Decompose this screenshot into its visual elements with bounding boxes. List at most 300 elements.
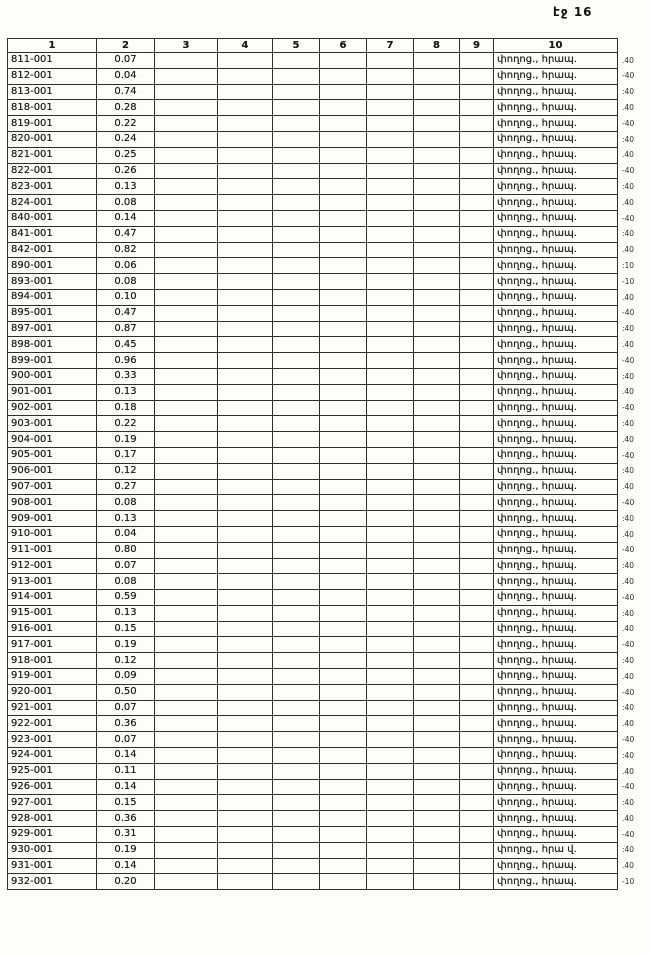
- row-code: 901-001: [8, 384, 97, 400]
- row-code: 821-001: [8, 147, 97, 163]
- empty-cell: [218, 842, 273, 858]
- empty-cell: [414, 574, 460, 590]
- table-row: [8, 542, 644, 558]
- table-row: [8, 147, 644, 163]
- empty-cell: [273, 748, 320, 764]
- margin-mark: .40: [622, 292, 634, 302]
- table-row: [8, 621, 644, 637]
- empty-cell: [273, 147, 320, 163]
- row-value: 0.45: [97, 337, 155, 353]
- empty-cell: [273, 195, 320, 211]
- empty-cell: [320, 258, 367, 274]
- empty-cell: [460, 637, 494, 653]
- column-header: 6: [320, 39, 367, 53]
- empty-cell: [320, 605, 367, 621]
- empty-cell: [218, 131, 273, 147]
- table-row: [8, 479, 644, 495]
- empty-cell: [414, 827, 460, 843]
- row-value: 0.13: [97, 384, 155, 400]
- row-note: փողոց., հրապ.: [494, 669, 618, 685]
- row-note: փողոց., հրապ.: [494, 147, 618, 163]
- empty-cell: [367, 811, 414, 827]
- empty-cell: [320, 179, 367, 195]
- empty-cell: [460, 574, 494, 590]
- column-header: 1: [8, 39, 97, 53]
- empty-cell: [414, 526, 460, 542]
- column-header: 5: [273, 39, 320, 53]
- empty-cell: [218, 258, 273, 274]
- row-code: 923-001: [8, 732, 97, 748]
- row-code: 899-001: [8, 353, 97, 369]
- empty-cell: [218, 226, 273, 242]
- empty-cell: [218, 542, 273, 558]
- empty-cell: [320, 195, 367, 211]
- empty-cell: [414, 748, 460, 764]
- empty-cell: [460, 732, 494, 748]
- row-value: 0.13: [97, 605, 155, 621]
- empty-cell: [273, 463, 320, 479]
- empty-cell: [155, 274, 218, 290]
- empty-cell: [155, 163, 218, 179]
- margin-mark: .40: [622, 671, 634, 681]
- empty-cell: [460, 858, 494, 874]
- empty-cell: [460, 558, 494, 574]
- empty-cell: [460, 842, 494, 858]
- column-header: 9: [460, 39, 494, 53]
- empty-cell: [460, 274, 494, 290]
- margin-mark: -40: [622, 687, 635, 697]
- empty-cell: [320, 242, 367, 258]
- empty-cell: [320, 858, 367, 874]
- row-code: 931-001: [8, 858, 97, 874]
- empty-cell: [218, 684, 273, 700]
- row-value: 0.09: [97, 669, 155, 685]
- margin-mark: -10: [622, 276, 635, 286]
- empty-cell: [367, 605, 414, 621]
- empty-cell: [273, 653, 320, 669]
- margin-mark: .40: [622, 719, 634, 729]
- empty-cell: [155, 226, 218, 242]
- row-code: 907-001: [8, 479, 97, 495]
- empty-cell: [320, 147, 367, 163]
- empty-cell: [460, 827, 494, 843]
- table-row: [8, 669, 644, 685]
- empty-cell: [414, 400, 460, 416]
- empty-cell: [218, 827, 273, 843]
- empty-cell: [155, 795, 218, 811]
- empty-cell: [273, 305, 320, 321]
- table-row: [8, 463, 644, 479]
- table-row: [8, 226, 644, 242]
- empty-cell: [155, 526, 218, 542]
- empty-cell: [273, 779, 320, 795]
- empty-cell: [273, 526, 320, 542]
- empty-cell: [218, 84, 273, 100]
- row-code: 895-001: [8, 305, 97, 321]
- row-value: 0.04: [97, 526, 155, 542]
- table-row: [8, 779, 644, 795]
- empty-cell: [414, 621, 460, 637]
- empty-cell: [460, 716, 494, 732]
- row-value: 0.25: [97, 147, 155, 163]
- empty-cell: [273, 432, 320, 448]
- empty-cell: [460, 479, 494, 495]
- empty-cell: [367, 621, 414, 637]
- empty-cell: [414, 542, 460, 558]
- empty-cell: [155, 827, 218, 843]
- empty-cell: [460, 542, 494, 558]
- empty-cell: [414, 558, 460, 574]
- empty-cell: [320, 511, 367, 527]
- margin-mark: .40: [622, 766, 634, 776]
- row-code: 910-001: [8, 526, 97, 542]
- empty-cell: [273, 163, 320, 179]
- empty-cell: [155, 289, 218, 305]
- table-row: [8, 179, 644, 195]
- row-code: 922-001: [8, 716, 97, 732]
- empty-cell: [218, 384, 273, 400]
- empty-cell: [460, 116, 494, 132]
- empty-cell: [273, 416, 320, 432]
- row-code: 904-001: [8, 432, 97, 448]
- row-code: 893-001: [8, 274, 97, 290]
- empty-cell: [320, 827, 367, 843]
- empty-cell: [155, 558, 218, 574]
- row-note: փողոց., հրապ.: [494, 590, 618, 606]
- row-value: 0.08: [97, 195, 155, 211]
- empty-cell: [273, 226, 320, 242]
- empty-cell: [460, 258, 494, 274]
- row-code: 812-001: [8, 68, 97, 84]
- empty-cell: [320, 337, 367, 353]
- empty-cell: [367, 447, 414, 463]
- empty-cell: [273, 84, 320, 100]
- empty-cell: [367, 274, 414, 290]
- page-number: էջ 16: [553, 5, 593, 19]
- row-value: 0.15: [97, 795, 155, 811]
- row-note: փողոց., հրա վ.: [494, 842, 618, 858]
- empty-cell: [414, 226, 460, 242]
- table-row: [8, 653, 644, 669]
- empty-cell: [414, 84, 460, 100]
- margin-mark: -40: [622, 213, 635, 223]
- table-row: [8, 526, 644, 542]
- row-note: փողոց., հրապ.: [494, 68, 618, 84]
- table-row: [8, 511, 644, 527]
- empty-cell: [320, 763, 367, 779]
- row-note: փողոց., հրապ.: [494, 874, 618, 890]
- empty-cell: [367, 700, 414, 716]
- row-value: 0.10: [97, 289, 155, 305]
- margin-mark: :40: [622, 845, 635, 855]
- margin-mark: :40: [622, 513, 635, 523]
- empty-cell: [414, 337, 460, 353]
- empty-cell: [460, 131, 494, 147]
- empty-cell: [460, 447, 494, 463]
- empty-cell: [367, 542, 414, 558]
- margin-mark: -10: [622, 877, 635, 887]
- margin-mark: .40: [622, 103, 634, 113]
- row-code: 921-001: [8, 700, 97, 716]
- margin-mark: -40: [622, 497, 635, 507]
- empty-cell: [273, 100, 320, 116]
- empty-cell: [414, 716, 460, 732]
- row-code: 917-001: [8, 637, 97, 653]
- empty-cell: [460, 795, 494, 811]
- empty-cell: [320, 684, 367, 700]
- row-code: 911-001: [8, 542, 97, 558]
- row-value: 0.07: [97, 53, 155, 69]
- empty-cell: [320, 68, 367, 84]
- margin-mark: :10: [622, 261, 635, 270]
- empty-cell: [460, 353, 494, 369]
- empty-cell: [155, 858, 218, 874]
- empty-cell: [218, 447, 273, 463]
- empty-cell: [414, 368, 460, 384]
- empty-cell: [367, 68, 414, 84]
- row-value: 0.14: [97, 748, 155, 764]
- empty-cell: [273, 400, 320, 416]
- empty-cell: [155, 384, 218, 400]
- table-row: [8, 748, 644, 764]
- empty-cell: [273, 495, 320, 511]
- row-note: փողոց., հրապ.: [494, 84, 618, 100]
- row-value: 0.28: [97, 100, 155, 116]
- row-value: 0.07: [97, 558, 155, 574]
- empty-cell: [460, 384, 494, 400]
- row-code: 818-001: [8, 100, 97, 116]
- empty-cell: [320, 226, 367, 242]
- empty-cell: [273, 353, 320, 369]
- row-code: 908-001: [8, 495, 97, 511]
- empty-cell: [367, 53, 414, 69]
- empty-cell: [155, 732, 218, 748]
- empty-cell: [320, 116, 367, 132]
- empty-cell: [460, 163, 494, 179]
- margin-mark: :40: [622, 466, 635, 476]
- empty-cell: [460, 526, 494, 542]
- row-code: 912-001: [8, 558, 97, 574]
- empty-cell: [367, 84, 414, 100]
- empty-cell: [414, 732, 460, 748]
- row-value: 0.14: [97, 210, 155, 226]
- table-row: [8, 811, 644, 827]
- empty-cell: [367, 353, 414, 369]
- table-row: [8, 116, 644, 132]
- margin-mark: :40: [622, 655, 635, 665]
- empty-cell: [414, 811, 460, 827]
- row-note: փողոց., հրապ.: [494, 179, 618, 195]
- empty-cell: [320, 353, 367, 369]
- row-value: 0.06: [97, 258, 155, 274]
- empty-cell: [273, 558, 320, 574]
- empty-cell: [414, 353, 460, 369]
- empty-cell: [460, 305, 494, 321]
- empty-cell: [218, 526, 273, 542]
- empty-cell: [320, 84, 367, 100]
- empty-cell: [320, 748, 367, 764]
- row-value: 0.14: [97, 858, 155, 874]
- row-code: 823-001: [8, 179, 97, 195]
- row-note: փողոց., հրապ.: [494, 242, 618, 258]
- empty-cell: [367, 495, 414, 511]
- empty-cell: [460, 242, 494, 258]
- empty-cell: [155, 321, 218, 337]
- table-row: [8, 637, 644, 653]
- empty-cell: [273, 716, 320, 732]
- empty-cell: [414, 100, 460, 116]
- row-note: փողոց., հրապ.: [494, 574, 618, 590]
- row-value: 0.36: [97, 716, 155, 732]
- empty-cell: [155, 100, 218, 116]
- empty-cell: [273, 384, 320, 400]
- empty-cell: [414, 131, 460, 147]
- row-note: փողոց., հրապ.: [494, 700, 618, 716]
- empty-cell: [320, 432, 367, 448]
- empty-cell: [320, 732, 367, 748]
- empty-cell: [320, 700, 367, 716]
- empty-cell: [320, 416, 367, 432]
- empty-cell: [414, 274, 460, 290]
- row-value: 0.22: [97, 116, 155, 132]
- empty-cell: [320, 779, 367, 795]
- empty-cell: [367, 289, 414, 305]
- row-code: 913-001: [8, 574, 97, 590]
- empty-cell: [155, 495, 218, 511]
- row-code: 932-001: [8, 874, 97, 890]
- empty-cell: [155, 511, 218, 527]
- table-row: [8, 590, 644, 606]
- row-code: 898-001: [8, 337, 97, 353]
- empty-cell: [155, 842, 218, 858]
- row-value: 0.59: [97, 590, 155, 606]
- row-value: 0.13: [97, 511, 155, 527]
- empty-cell: [460, 779, 494, 795]
- empty-cell: [414, 163, 460, 179]
- empty-cell: [218, 479, 273, 495]
- column-header: 10: [494, 39, 618, 53]
- empty-cell: [367, 163, 414, 179]
- row-note: փողոց., հրապ.: [494, 226, 618, 242]
- row-value: 0.19: [97, 842, 155, 858]
- empty-cell: [155, 242, 218, 258]
- empty-cell: [414, 605, 460, 621]
- empty-cell: [320, 621, 367, 637]
- empty-cell: [218, 163, 273, 179]
- empty-cell: [218, 274, 273, 290]
- empty-cell: [155, 779, 218, 795]
- empty-cell: [218, 732, 273, 748]
- row-value: 0.47: [97, 305, 155, 321]
- row-value: 0.20: [97, 874, 155, 890]
- margin-mark: :40: [622, 561, 635, 571]
- empty-cell: [320, 716, 367, 732]
- empty-cell: [367, 116, 414, 132]
- empty-cell: [460, 100, 494, 116]
- table-row: [8, 274, 644, 290]
- empty-cell: [414, 195, 460, 211]
- empty-cell: [320, 653, 367, 669]
- empty-cell: [367, 748, 414, 764]
- row-code: 822-001: [8, 163, 97, 179]
- row-value: 0.87: [97, 321, 155, 337]
- empty-cell: [367, 147, 414, 163]
- empty-cell: [273, 53, 320, 69]
- table-row: [8, 195, 644, 211]
- empty-cell: [414, 495, 460, 511]
- table-body: [8, 53, 644, 890]
- empty-cell: [414, 590, 460, 606]
- empty-cell: [367, 305, 414, 321]
- empty-cell: [367, 795, 414, 811]
- empty-cell: [414, 874, 460, 890]
- empty-cell: [218, 53, 273, 69]
- row-note: փողոց., հրապ.: [494, 716, 618, 732]
- table-row: [8, 605, 644, 621]
- margin-mark: :40: [622, 798, 635, 808]
- margin-mark: -40: [622, 450, 635, 460]
- empty-cell: [414, 795, 460, 811]
- empty-cell: [273, 842, 320, 858]
- empty-cell: [367, 637, 414, 653]
- row-code: 890-001: [8, 258, 97, 274]
- row-note: փողոց., հրապ.: [494, 116, 618, 132]
- row-note: փողոց., հրապ.: [494, 763, 618, 779]
- margin-mark: :40: [622, 87, 635, 97]
- table-row: [8, 495, 644, 511]
- empty-cell: [460, 590, 494, 606]
- empty-cell: [414, 147, 460, 163]
- margin-mark: :40: [622, 229, 635, 239]
- table-row: [8, 163, 644, 179]
- row-note: փողոց., հրապ.: [494, 526, 618, 542]
- margin-spacer: [618, 39, 644, 53]
- row-code: 900-001: [8, 368, 97, 384]
- empty-cell: [218, 179, 273, 195]
- empty-cell: [460, 53, 494, 69]
- empty-cell: [218, 858, 273, 874]
- row-note: փողոց., հրապ.: [494, 337, 618, 353]
- margin-mark: :40: [622, 750, 635, 760]
- empty-cell: [367, 337, 414, 353]
- empty-cell: [218, 195, 273, 211]
- table-row: [8, 353, 644, 369]
- row-note: փողոց., հրապ.: [494, 479, 618, 495]
- row-code: 897-001: [8, 321, 97, 337]
- row-code: 930-001: [8, 842, 97, 858]
- empty-cell: [155, 716, 218, 732]
- margin-mark: -40: [622, 71, 635, 81]
- empty-cell: [367, 384, 414, 400]
- empty-cell: [155, 179, 218, 195]
- empty-cell: [273, 131, 320, 147]
- row-value: 0.18: [97, 400, 155, 416]
- empty-cell: [460, 210, 494, 226]
- empty-cell: [273, 242, 320, 258]
- empty-cell: [460, 432, 494, 448]
- empty-cell: [273, 321, 320, 337]
- row-note: փողոց., հրապ.: [494, 495, 618, 511]
- empty-cell: [218, 748, 273, 764]
- row-value: 0.26: [97, 163, 155, 179]
- empty-cell: [367, 558, 414, 574]
- row-code: 841-001: [8, 226, 97, 242]
- row-note: փողոց., հրապ.: [494, 779, 618, 795]
- empty-cell: [367, 463, 414, 479]
- empty-cell: [367, 827, 414, 843]
- empty-cell: [414, 637, 460, 653]
- empty-cell: [155, 68, 218, 84]
